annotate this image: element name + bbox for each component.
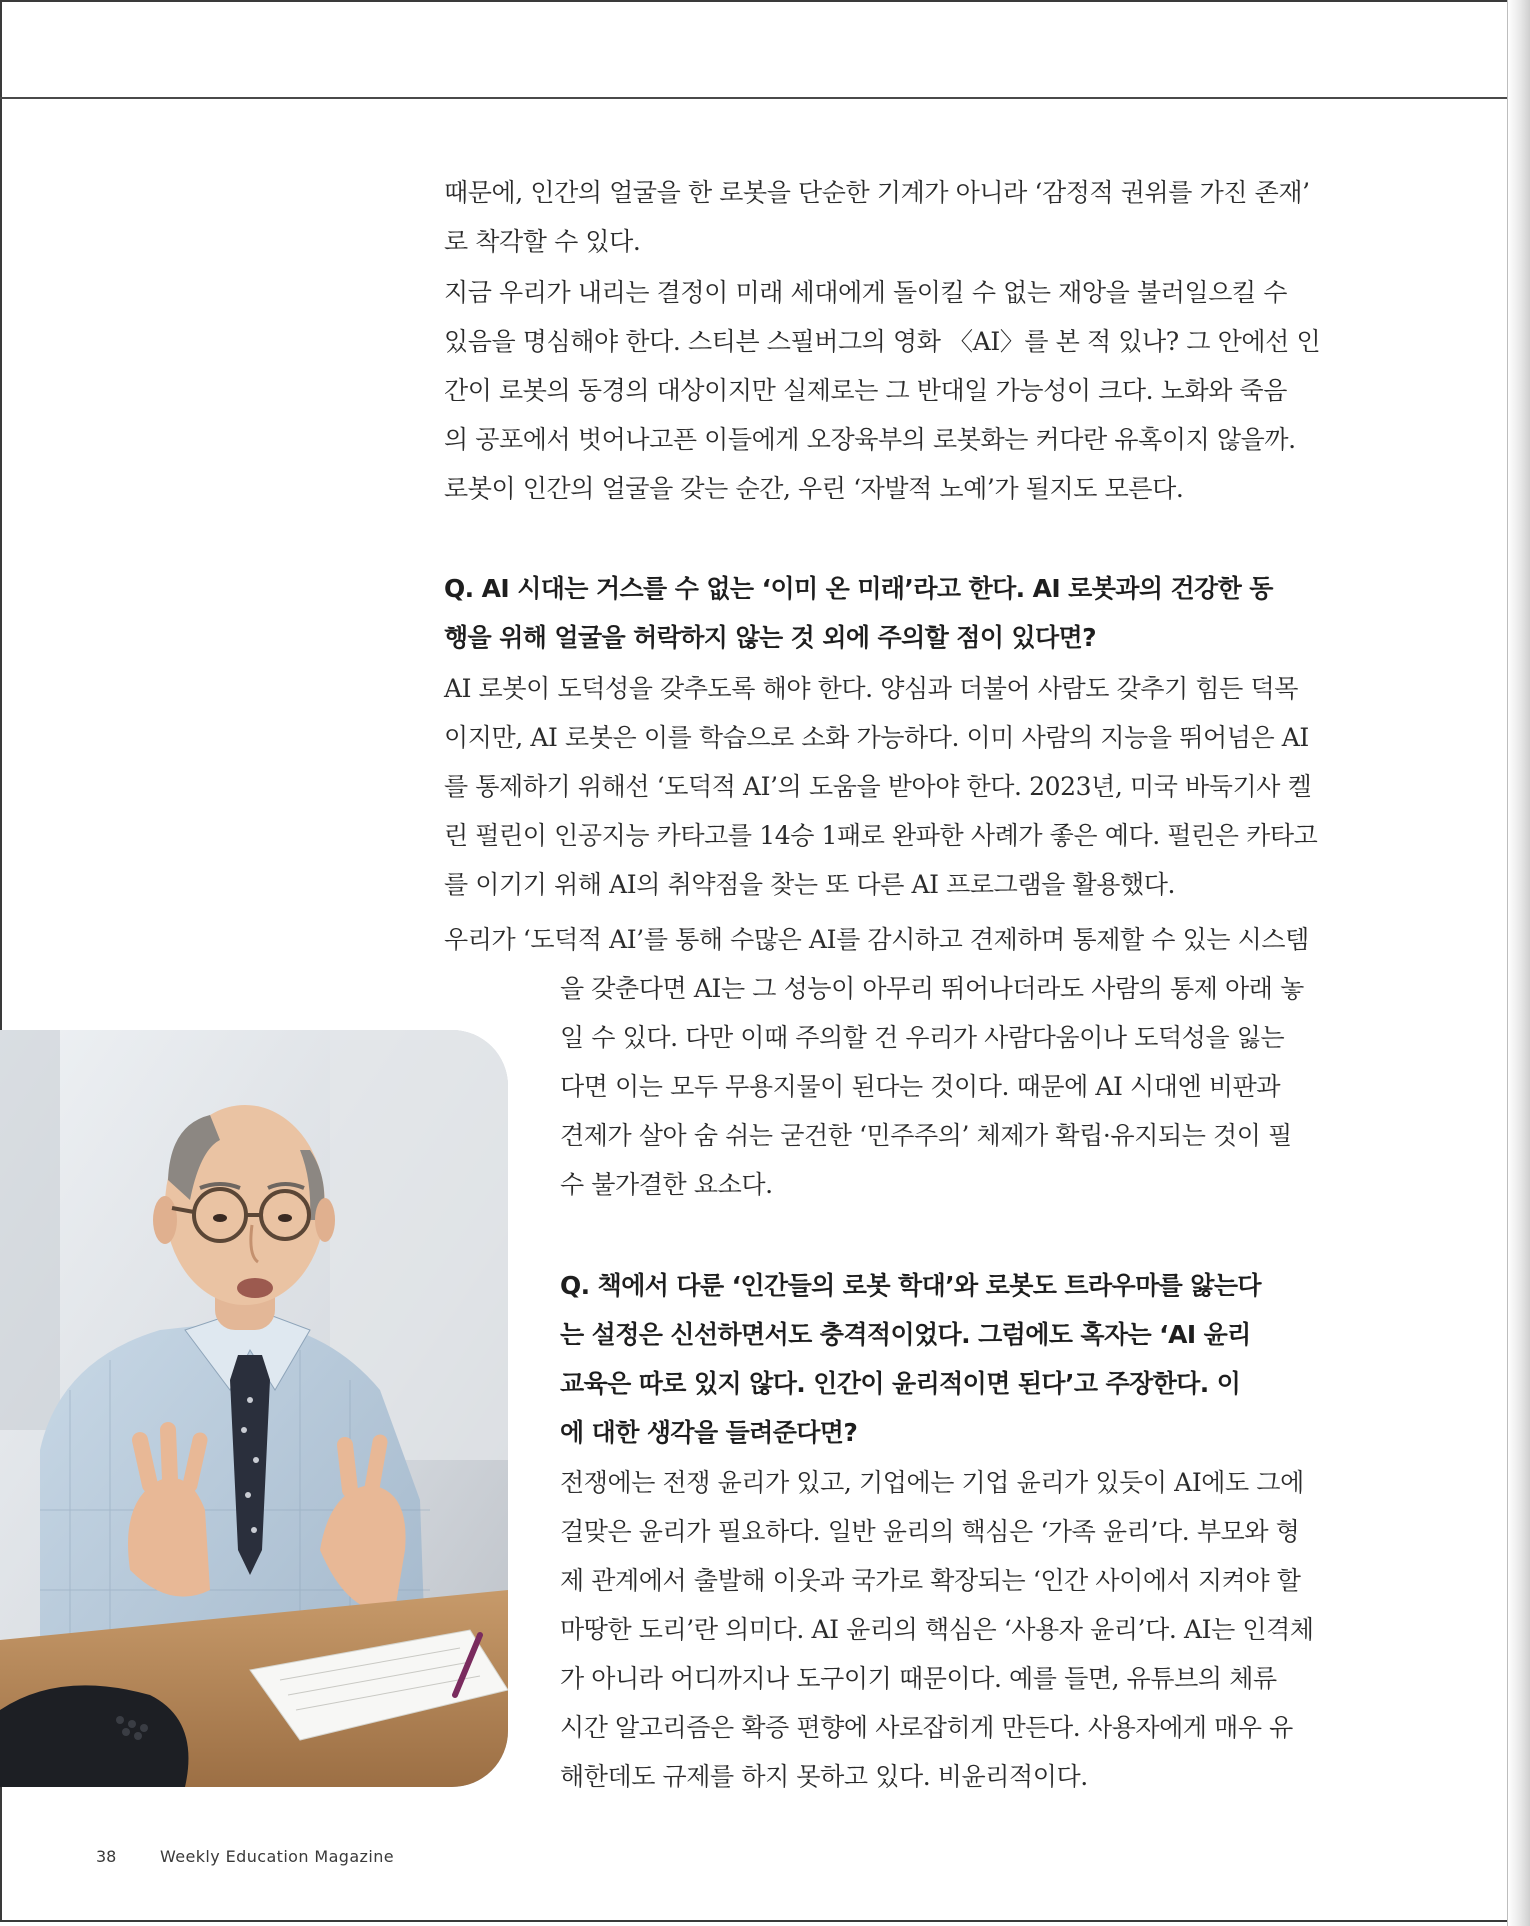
interviewee-photo [0,1030,508,1787]
text-line: 마땅한 도리’란 의미다. AI 윤리의 핵심은 ‘사용자 윤리’다. AI는 인격체 [560,1615,1314,1644]
text-line: 의 공포에서 벗어나고픈 이들에게 오장육부의 로봇화는 커다란 유혹이지 않을까. [444,425,1296,454]
answer-2-paragraph [560,1458,1314,1801]
text-line: 견제가 살아 숨 쉬는 굳건한 ‘민주주의’ 체제가 확립·유지되는 것이 필 [560,1121,1292,1150]
text-line: 시간 알고리즘은 확증 편향에 사로잡히게 만든다. 사용자에게 매우 유 [560,1713,1293,1742]
text-line: 수 불가결한 요소다. [560,1170,773,1199]
intro-paragraph-2 [444,268,1320,513]
text-line: 로 착각할 수 있다. [444,227,641,256]
question-line: Q. 책에서 다룬 ‘인간들의 로봇 학대’와 로봇도 트라우마를 앓는다 [560,1271,1261,1300]
text-line: 제 관계에서 출발해 이웃과 국가로 확장되는 ‘인간 사이에서 지켜야 할 [560,1566,1301,1595]
text-line: 다면 이는 모두 무용지물이 된다는 것이다. 때문에 AI 시대엔 비판과 [560,1072,1281,1101]
text-line: 를 통제하기 위해선 ‘도덕적 AI’의 도움을 받아야 한다. 2023년, 미국 바둑기사 켈 [444,772,1312,801]
page-number: 38 [96,1847,117,1866]
interviewee-photo-illustration [0,1030,508,1787]
question-line: Q. AI 시대는 거스를 수 없는 ‘이미 온 미래’라고 한다. AI 로봇과의 건강한 동 [444,574,1273,603]
text-line: 지금 우리가 내리는 결정이 미래 세대에게 돌이킬 수 없는 재앙을 불러일으킬 수 [444,278,1288,307]
intro-paragraph-1 [444,168,1310,266]
text-line: 가 아니라 어디까지나 도구이기 때문이다. 예를 들면, 유튜브의 체류 [560,1664,1277,1693]
answer-1-paragraph-1 [444,664,1317,909]
text-line: 을 갖춘다면 AI는 그 성능이 아무리 뛰어나더라도 사람의 통제 아래 놓 [560,974,1304,1003]
question-line: 에 대한 생각을 들려준다면? [560,1418,858,1447]
text-line: 있음을 명심해야 한다. 스티븐 스필버그의 영화 〈AI〉를 본 적 있나? 그 안에선 인 [444,327,1321,356]
text-line: 걸맞은 윤리가 필요하다. 일반 윤리의 핵심은 ‘가족 윤리’다. 부모와 형 [560,1517,1300,1546]
question-line: 행을 위해 얼굴을 허락하지 않는 것 외에 주의할 점이 있다면? [444,623,1097,652]
answer-1-paragraph-2-first-line [444,915,1309,964]
text-line: 때문에, 인간의 얼굴을 한 로봇을 단순한 기계가 아니라 ‘감정적 권위를 가진 존재’ [444,178,1310,207]
text-line: AI 로봇이 도덕성을 갖추도록 해야 한다. 양심과 더불어 사람도 갖추기 힘든 덕목 [444,674,1298,703]
text-line: 해한데도 규제를 하지 못하고 있다. 비윤리적이다. [560,1762,1088,1791]
text-line: 를 이기기 위해 AI의 취약점을 찾는 또 다른 AI 프로그램을 활용했다. [444,870,1176,899]
text-line: 일 수 있다. 다만 이때 주의할 건 우리가 사람다움이나 도덕성을 잃는 [560,1023,1285,1052]
header-rule [0,97,1510,99]
text-line: 로봇이 인간의 얼굴을 갖는 순간, 우린 ‘자발적 노예’가 될지도 모른다. [444,474,1184,503]
magazine-title: Weekly Education Magazine [160,1847,394,1866]
question-1 [444,565,1273,663]
text-line: 린 펄린이 인공지능 카타고를 14승 1패로 완파한 사례가 좋은 예다. 펄린은 카타고 [444,821,1318,850]
question-2 [560,1262,1261,1458]
answer-1-paragraph-2 [560,964,1304,1209]
page-curl [1507,0,1530,1926]
text-line: 우리가 ‘도덕적 AI’를 통해 수많은 AI를 감시하고 견제하며 통제할 수 있는 시스템 [444,925,1309,954]
text-line: 간이 로봇의 동경의 대상이지만 실제로는 그 반대일 가능성이 크다. 노화와 죽음 [444,376,1288,405]
question-line: 교육은 따로 있지 않다. 인간이 윤리적이면 된다’고 주장한다. 이 [560,1369,1241,1398]
text-line: 이지만, AI 로봇은 이를 학습으로 소화 가능하다. 이미 사람의 지능을 뛰어넘은 AI [444,723,1309,752]
text-line: 전쟁에는 전쟁 윤리가 있고, 기업에는 기업 윤리가 있듯이 AI에도 그에 [560,1468,1304,1497]
question-line: 는 설정은 신선하면서도 충격적이었다. 그럼에도 혹자는 ‘AI 윤리 [560,1320,1251,1349]
